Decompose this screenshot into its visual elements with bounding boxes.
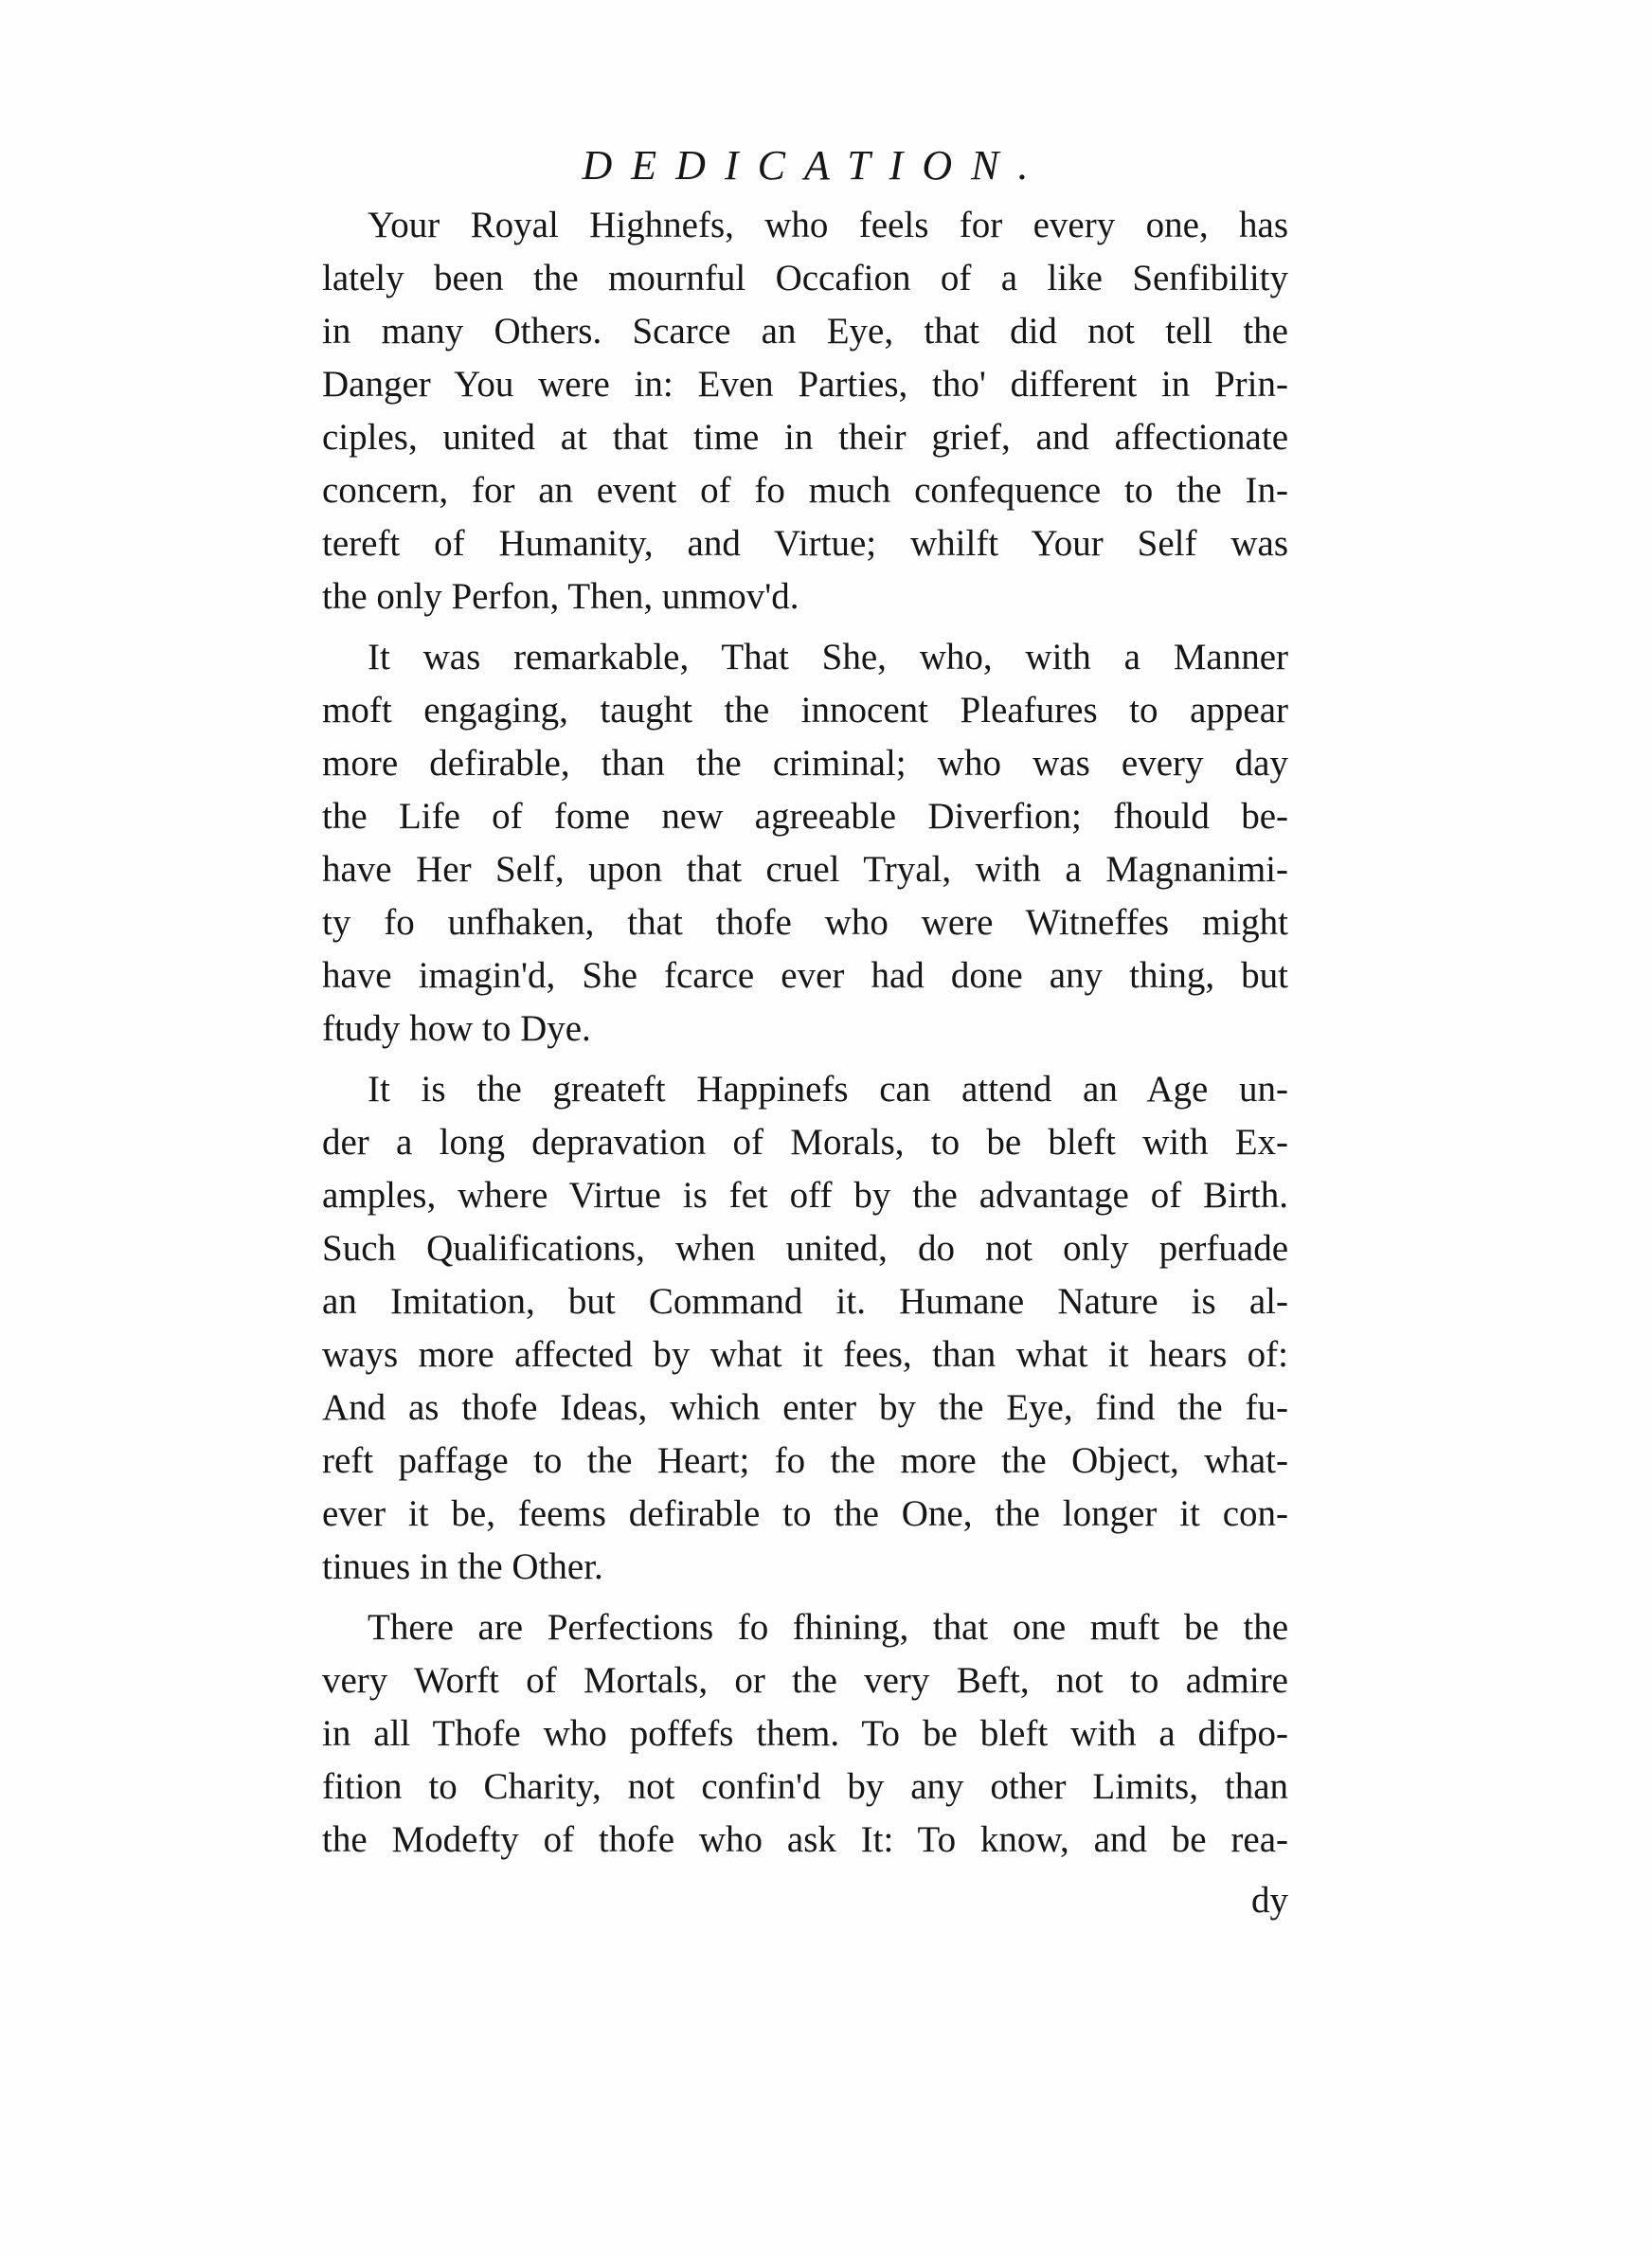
text-line: tinues in the Other.	[322, 1546, 603, 1587]
text-line: more defirable, than the criminal; who was every day	[322, 743, 1288, 784]
text-line: ty fo unfhaken, that thofe who were Witneffes might	[322, 902, 1288, 943]
text-line: Danger You were in: Even Parties, tho' different in Prin-	[322, 364, 1288, 405]
text-line: ever it be, feems defirable to the One, the longer it con-	[322, 1493, 1288, 1534]
catchword: dy	[1251, 1880, 1288, 1921]
text-line: It is the greateft Happinefs can attend an Age un-	[368, 1069, 1288, 1110]
text-line: reft paffage to the Heart; fo the more the Object, what-	[322, 1440, 1288, 1481]
paragraph-1	[322, 199, 1288, 623]
text-line: ftudy how to Dye.	[322, 1008, 591, 1049]
text-line: And as thofe Ideas, which enter by the Eye, find the fu-	[322, 1387, 1288, 1428]
text-line: It was remarkable, That She, who, with a Manner	[368, 637, 1288, 677]
paragraph-4	[322, 1601, 1288, 1867]
text-line: the Life of fome new agreeable Diverfion; fhould be-	[322, 796, 1288, 837]
page-heading: DEDICATION.	[582, 142, 1048, 189]
text-line: concern, for an event of fo much confequence to the In-	[322, 470, 1288, 511]
text-line: ways more affected by what it fees, than what it hears of:	[322, 1334, 1288, 1375]
text-line: Your Royal Highnefs, who feels for every one, has	[368, 205, 1288, 245]
text-line: an Imitation, but Command it. Humane Nature is al-	[322, 1281, 1288, 1322]
text-line: very Worft of Mortals, or the very Beft, not to admire	[322, 1660, 1288, 1701]
text-line: Such Qualifications, when united, do not only perfuade	[322, 1228, 1288, 1269]
text-line: the only Perfon, Then, unmov'd.	[322, 576, 799, 617]
text-line: in all Thofe who poffefs them. To be bleft with a difpo-	[322, 1713, 1288, 1754]
text-line: have Her Self, upon that cruel Tryal, with a Magnanimi-	[322, 849, 1288, 890]
text-line: have imagin'd, She fcarce ever had done any thing, but	[322, 955, 1288, 996]
text-line: fition to Charity, not confin'd by any other Limits, than	[322, 1766, 1288, 1807]
page-text	[322, 133, 1288, 1927]
text-line: the Modefty of thofe who ask It: To know, and be rea-	[322, 1819, 1288, 1860]
paragraph-2	[322, 631, 1288, 1056]
paragraph-3	[322, 1063, 1288, 1594]
text-line: der a long depravation of Morals, to be bleft with Ex-	[322, 1122, 1288, 1163]
text-line: moft engaging, taught the innocent Pleafures to appear	[322, 690, 1288, 731]
text-line: lately been the mournful Occafion of a like Senfibility	[322, 258, 1288, 298]
text-line: There are Perfections fo fhining, that one muft be the	[368, 1607, 1288, 1648]
text-line: in many Others. Scarce an Eye, that did not tell the	[322, 311, 1288, 352]
text-line: ciples, united at that time in their grief, and affectionate	[322, 417, 1288, 458]
text-line: amples, where Virtue is fet off by the advantage of Birth.	[322, 1175, 1288, 1216]
text-line: tereft of Humanity, and Virtue; whilft Your Self was	[322, 523, 1288, 564]
